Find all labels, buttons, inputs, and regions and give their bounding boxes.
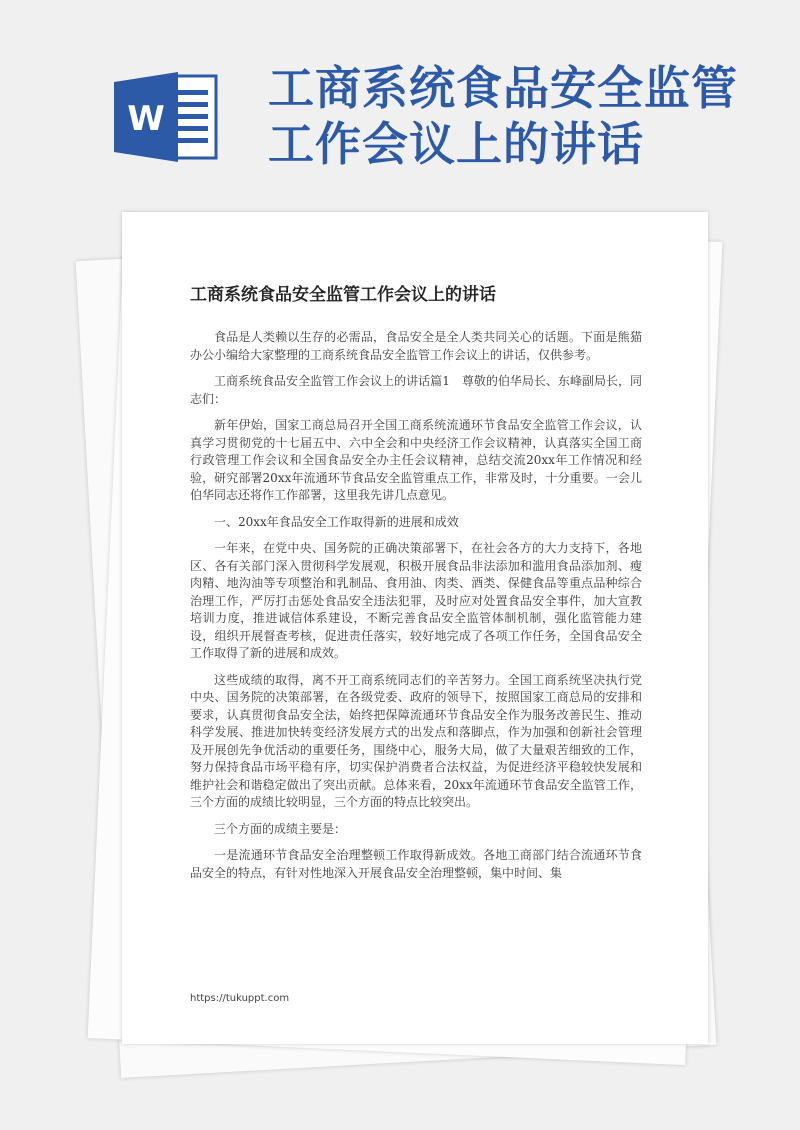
document-body	[190, 280, 642, 891]
paragraph: 三个方面的成绩主要是：	[214, 821, 347, 836]
word-logo-letter: W	[127, 99, 165, 139]
word-document-icon	[112, 72, 220, 162]
section-heading: 一、20xx年食品安全工作取得新的进展和成效	[214, 514, 459, 529]
banner-title-line2: 工作会议上的讲话	[268, 117, 644, 171]
paragraph: 一年来，在党中央、国务院的正确决策部署下，在社会各方的大力支持下，各地区、各有关部门深入贯彻科学发展观，积极开展食品非法添加和滥用食品添加剂、瘦肉精、地沟油等专项整治和乳制品、食用油、肉类、酒类、保健食品等重点品种综合治理工作，严厉打击惩处食品安全违法犯罪，及时应对处置食品安全事件，加大宣教培训力度，推进诚信体系建设，不断完善食品安全监管体制机制，强化监管能力建设，组织开展督查考核，促进责任落实，较好地完成了各项工作任务，全国食品安全工作取得了新的进展和成效。	[190, 541, 642, 660]
paragraph: 新年伊始，国家工商总局召开全国工商系统流通环节食品安全监管工作会议，认真学习贯彻党的十七届五中、六中全会和中央经济工作会议精神，认真落实全国工商行政管理工作会议和全国食品安全办主任会议精神，总结交流20xx年工作情况和经验，研究部署20xx年流通环节食品安全监管重点工作，非常及时，十分重要。一会儿伯华同志还将作工作部署，这里我先讲几点意见。	[190, 418, 642, 502]
document-title: 工商系统食品安全监管工作会议上的讲话	[190, 285, 496, 305]
footer-url: https://tukuppt.com	[190, 993, 290, 1004]
banner-title-line1: 工商系统食品安全监管	[268, 61, 738, 115]
paragraph: 食品是人类赖以生存的必需品，食品安全是全人类共同关心的话题。下面是熊猫办公小编给大家整理的工商系统食品安全监管工作会议上的讲话，仅供参考。	[190, 330, 642, 362]
paragraph: 工商系统食品安全监管工作会议上的讲话篇1 尊敬的伯华局长、东峰副局长，同志们：	[190, 374, 642, 406]
banner-title	[268, 60, 738, 172]
paragraph: 一是流通环节食品安全治理整顿工作取得新成效。各地工商部门结合流通环节食品安全的特点，有针对性地深入开展食品安全治理整顿，集中时间、集	[190, 848, 642, 880]
paragraph: 这些成绩的取得，离不开工商系统同志们的辛苦努力。全国工商系统坚决执行党中央、国务院的决策部署，在各级党委、政府的领导下，按照国家工商总局的安排和要求，认真贯彻食品安全法，始终把保障流通环节食品安全作为服务改善民生、推动科学发展、推进加快转变经济发展方式的出发点和落脚点，作为加强和创新社会管理及开展创先争优活动的重要任务，围绕中心，服务大局，做了大量艰苦细致的工作，努力保持食品市场平稳有序，切实保护消费者合法权益，为促进经济平稳较快发展和维护社会和谐稳定做出了突出贡献。总体来看，20xx年流通环节食品安全监管工作，三个方面的成绩比较明显，三个方面的特点比较突出。	[190, 672, 642, 809]
